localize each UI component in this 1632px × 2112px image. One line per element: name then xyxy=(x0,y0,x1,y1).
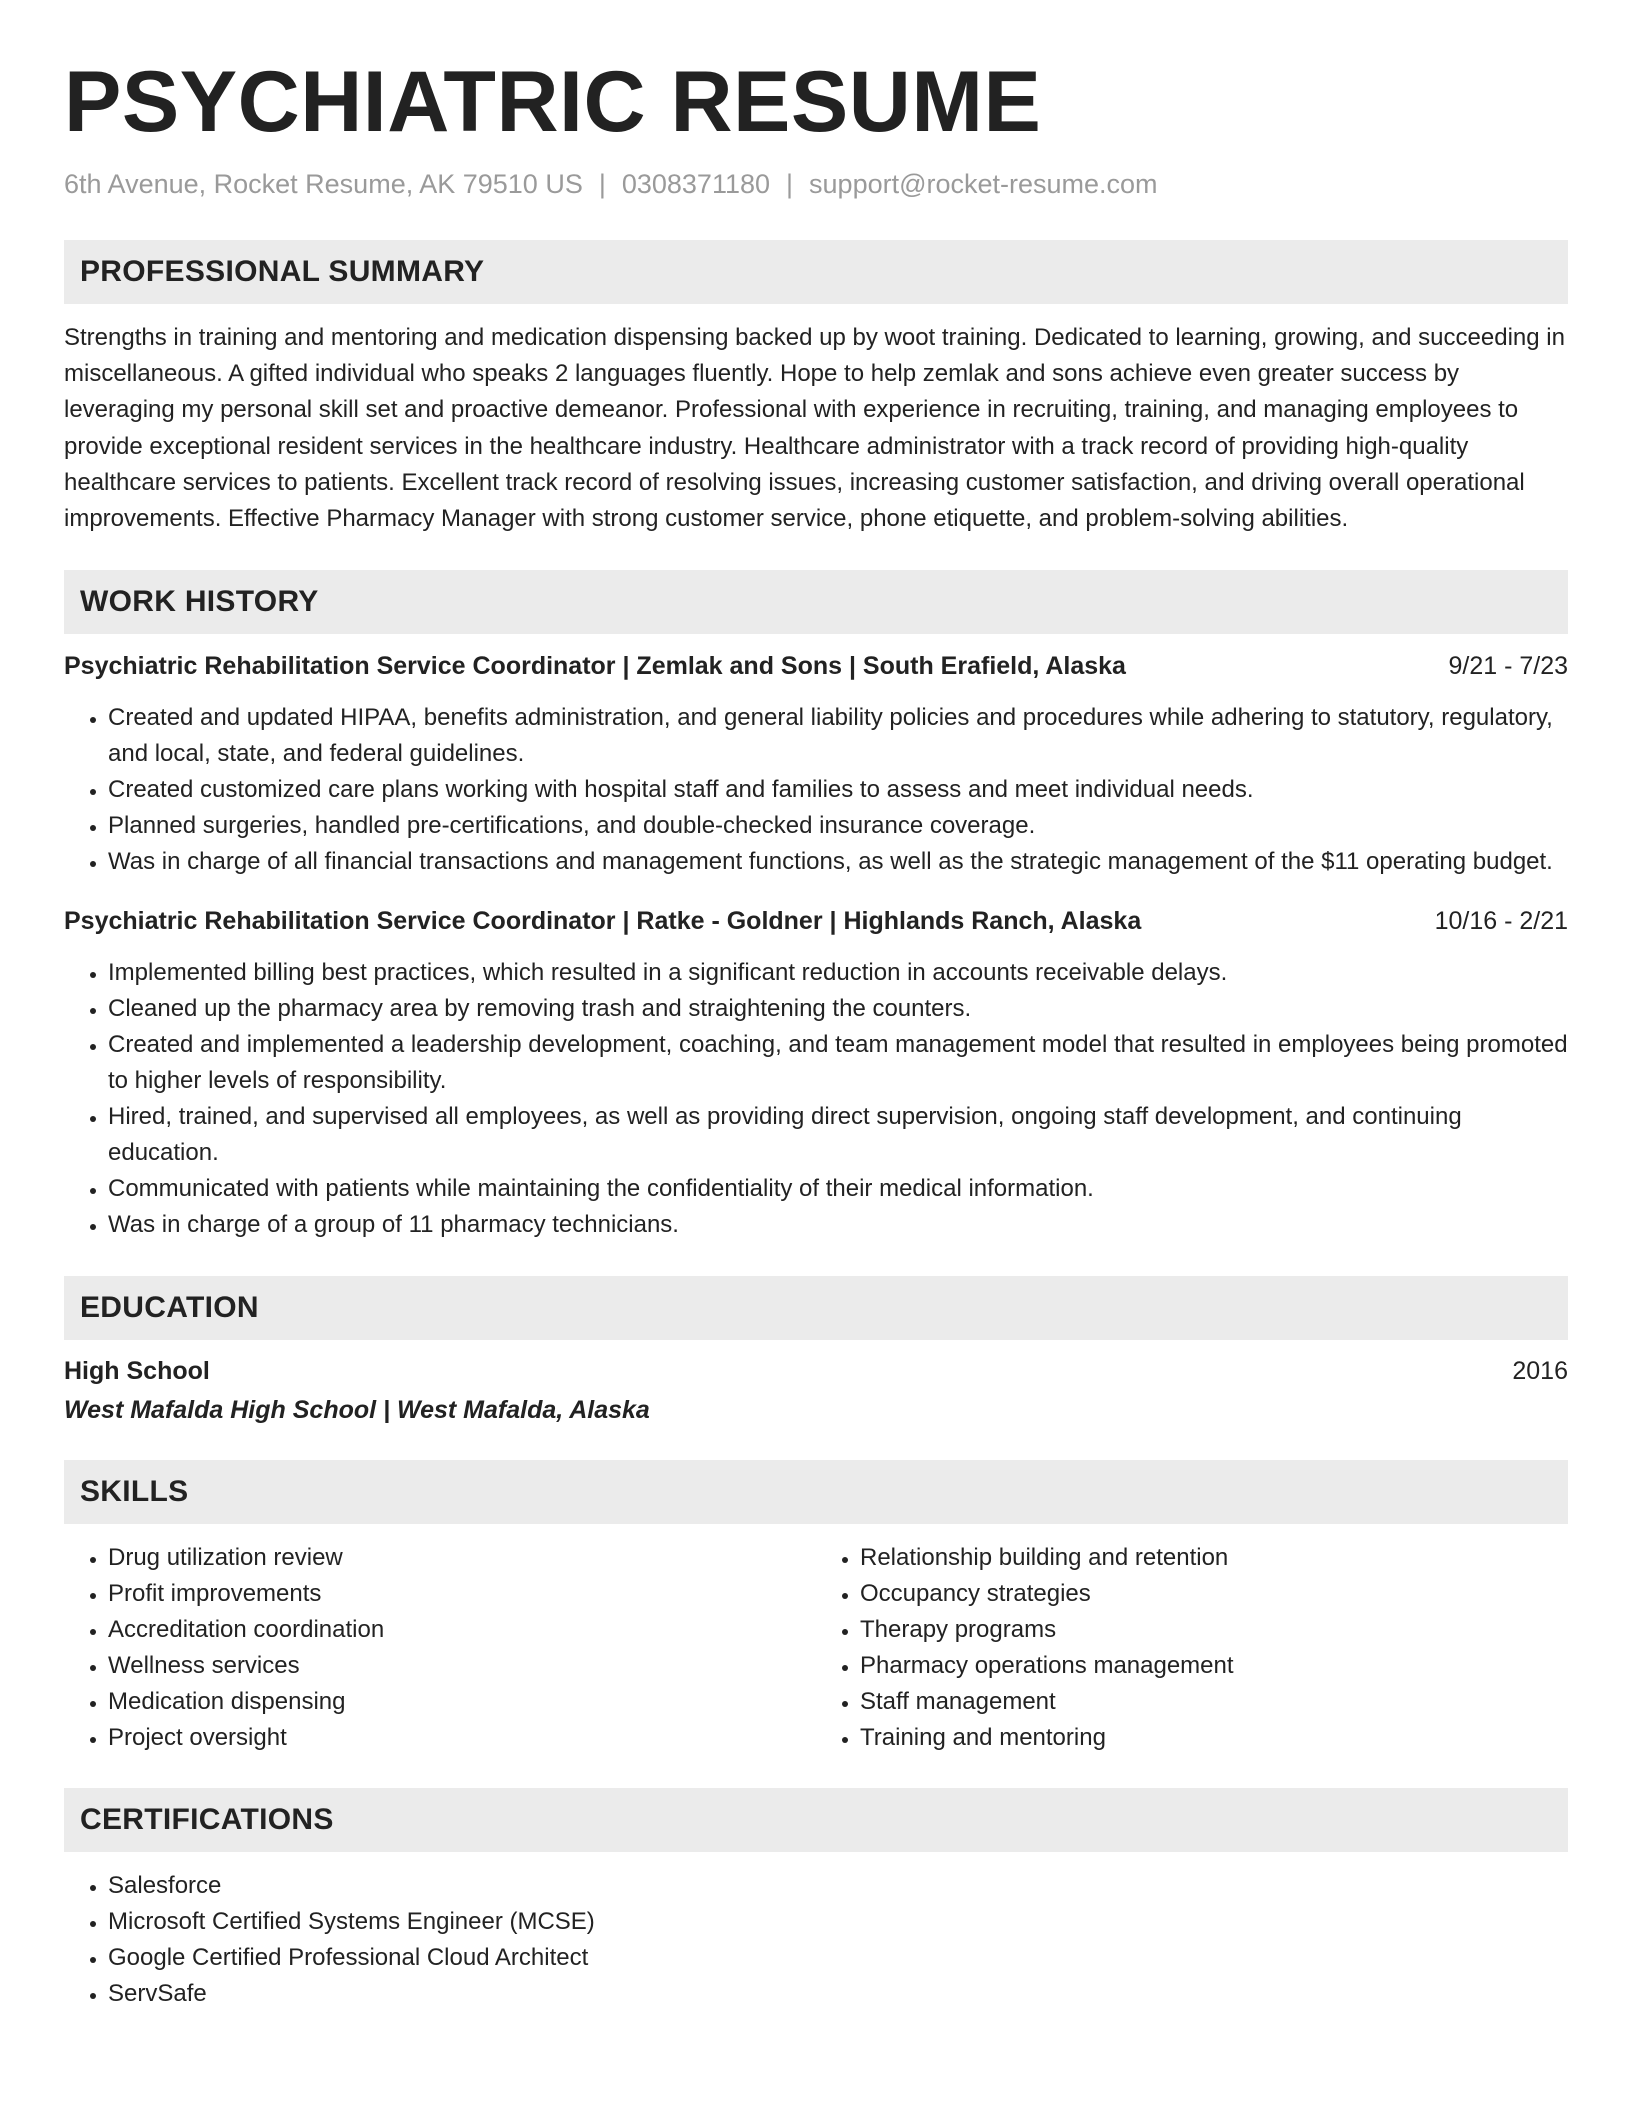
skill-item: • Wellness services xyxy=(108,1648,816,1684)
contact-phone: 0308371180 xyxy=(621,169,771,199)
education-entry xyxy=(64,1352,1568,1430)
resume-title: PSYCHIATRIC RESUME xyxy=(64,54,1042,150)
section-heading-skills: SKILLS xyxy=(64,1460,1568,1524)
job-bullets xyxy=(64,700,1568,880)
certification-item: • ServSafe xyxy=(108,1976,1568,2012)
education-year: 2016 xyxy=(1512,1357,1568,1386)
certification-item: • Microsoft Certified Systems Engineer (MCSE) xyxy=(108,1904,1568,1940)
skill-item: • Staff management xyxy=(860,1684,1568,1720)
job-dates: 9/21 - 7/23 xyxy=(1448,652,1568,681)
summary-text: Strengths in training and mentoring and medication dispensing backed up by woot training. Dedicated to learning, growing, and succeeding in miscellaneous. A gifted individual who speaks 2 languages fluently. Hope to help zemlak and sons achieve even greater success by leveraging my personal skill set and proactive demeanor. Professional with experience in recruiting, training, and managing employees to provide exceptional resident services in the healthcare industry. Healthcare administrator with a track record of providing high-quality healthcare services to patients. Excellent track record of resolving issues, increasing customer satisfaction, and driving overall operational improvements. Effective Pharmacy Manager with strong customer service, phone etiquette, and problem-solving abilities. xyxy=(64,324,1565,533)
section-heading-summary: PROFESSIONAL SUMMARY xyxy=(64,240,1568,304)
job-bullet: • Hired, trained, and supervised all employees, as well as providing direct supervision, ongoing staff development, and continuing education. xyxy=(108,1099,1568,1171)
skill-item: • Drug utilization review xyxy=(108,1540,816,1576)
skills-list-right xyxy=(816,1540,1568,1756)
contact-separator: | xyxy=(786,169,794,199)
job-bullet: • Created and updated HIPAA, benefits administration, and general liability policies and procedures while adhering to statutory, regulatory, and local, state, and federal guidelines. xyxy=(108,700,1568,772)
skill-item: • Accreditation coordination xyxy=(108,1612,816,1648)
certifications-list xyxy=(64,1868,1568,2012)
skills-list-left xyxy=(64,1540,816,1756)
job-bullet: • Created and implemented a leadership development, coaching, and team management model that resulted in employees being promoted to higher levels of responsibility. xyxy=(108,1027,1568,1099)
job-bullet: • Planned surgeries, handled pre-certifications, and double-checked insurance coverage. xyxy=(108,808,1568,844)
skill-item: • Therapy programs xyxy=(860,1612,1568,1648)
skill-item: • Profit improvements xyxy=(108,1576,816,1612)
skill-item: • Training and mentoring xyxy=(860,1720,1568,1756)
job-title: Psychiatric Rehabilitation Service Coordinator | Zemlak and Sons | South Erafield, Alaska xyxy=(64,652,1126,681)
skill-item: • Occupancy strategies xyxy=(860,1576,1568,1612)
skills-grid xyxy=(64,1540,1568,1756)
contact-separator: | xyxy=(598,169,606,199)
section-heading-certifications: CERTIFICATIONS xyxy=(64,1788,1568,1852)
certification-item: • Salesforce xyxy=(108,1868,1568,1904)
education-school: West Mafalda High School | West Mafalda, Alaska xyxy=(64,1396,650,1425)
job-bullet: • Was in charge of a group of 11 pharmacy technicians. xyxy=(108,1207,1568,1243)
education-degree: High School xyxy=(64,1357,210,1386)
job-entry xyxy=(64,649,1568,880)
job-bullet: • Cleaned up the pharmacy area by removing trash and straightening the counters. xyxy=(108,991,1568,1027)
job-entry xyxy=(64,904,1568,1243)
skill-item: • Pharmacy operations management xyxy=(860,1648,1568,1684)
job-dates: 10/16 - 2/21 xyxy=(1434,907,1568,936)
job-header xyxy=(64,649,1568,683)
certification-item: • Google Certified Professional Cloud Architect xyxy=(108,1940,1568,1976)
education-header xyxy=(64,1352,1568,1390)
skill-item: • Project oversight xyxy=(108,1720,816,1756)
job-bullet: • Created customized care plans working with hospital staff and families to assess and meet individual needs. xyxy=(108,772,1568,808)
job-bullet: • Was in charge of all financial transactions and management functions, as well as the strategic management of the $11 operating budget. xyxy=(108,844,1568,880)
contact-address: 6th Avenue, Rocket Resume, AK 79510 US xyxy=(64,169,583,199)
job-header xyxy=(64,904,1568,938)
section-heading-work-history: WORK HISTORY xyxy=(64,570,1568,634)
section-heading-education: EDUCATION xyxy=(64,1276,1568,1340)
skill-item: • Relationship building and retention xyxy=(860,1540,1568,1576)
contact-line xyxy=(64,166,1568,202)
job-bullet: • Implemented billing best practices, which resulted in a significant reduction in accounts receivable delays. xyxy=(108,955,1568,991)
skill-item: • Medication dispensing xyxy=(108,1684,816,1720)
job-bullets xyxy=(64,955,1568,1243)
contact-email: support@rocket-resume.com xyxy=(809,169,1158,199)
job-bullet: • Communicated with patients while maintaining the confidentiality of their medical information. xyxy=(108,1171,1568,1207)
job-title: Psychiatric Rehabilitation Service Coordinator | Ratke - Goldner | Highlands Ranch, Alaska xyxy=(64,907,1142,936)
